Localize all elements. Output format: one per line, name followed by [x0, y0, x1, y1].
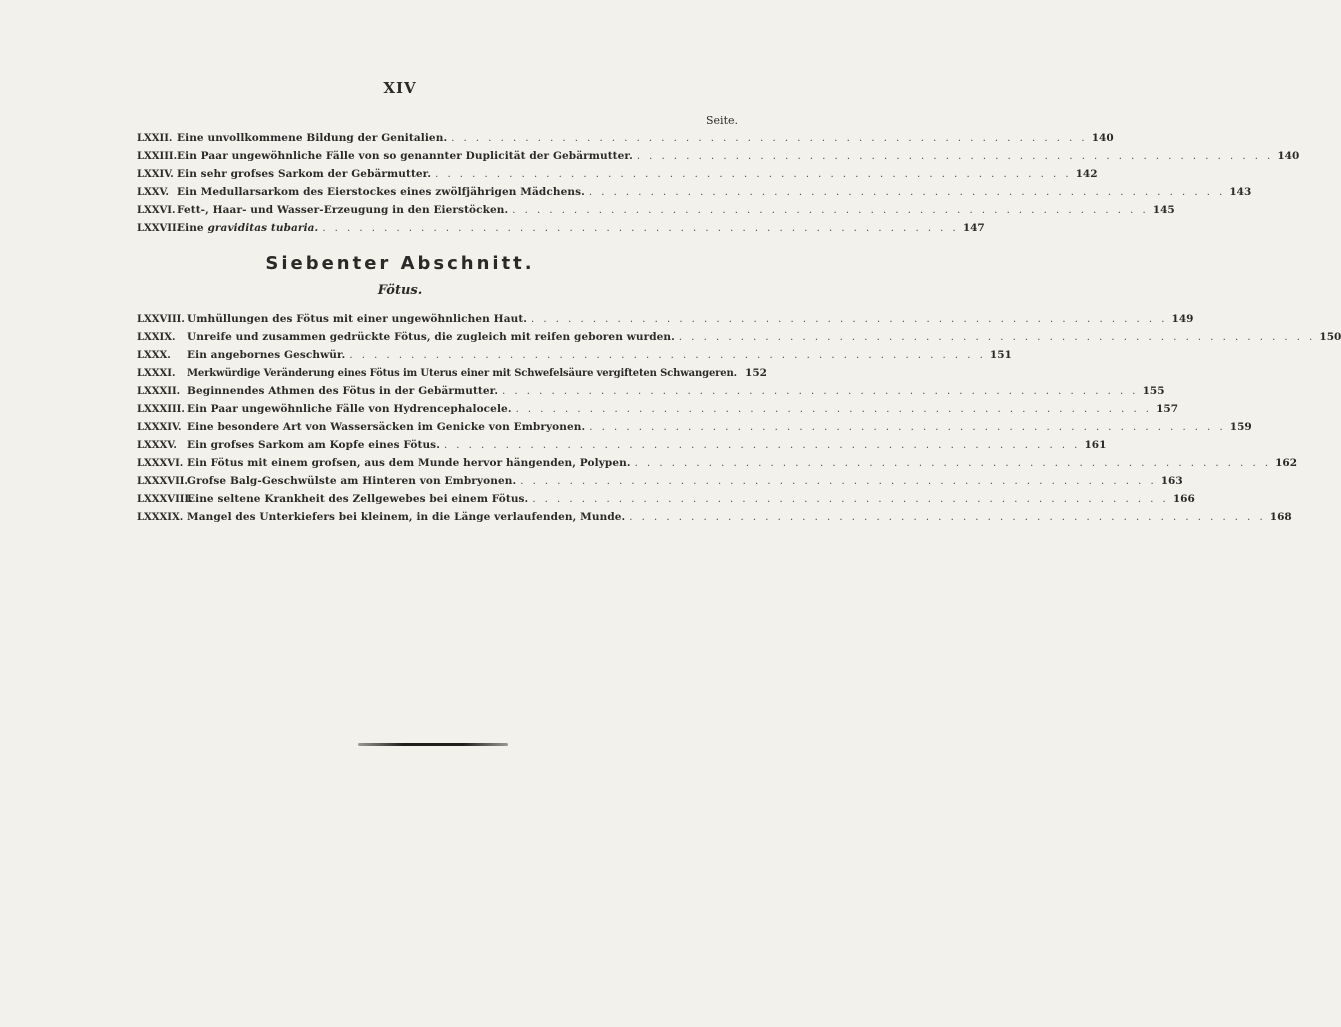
entry-number: LXXXVII. — [137, 476, 188, 487]
entry-number: LXXVI. — [137, 205, 176, 216]
leader-dots: . . . . . . . . . . . . . . . . . . . . . . . . . . . . . . . . . . . . . . . . . . . . . . . . . . . . — [588, 187, 1226, 198]
toc-entry — [137, 511, 1292, 529]
entry-title: Ein Paar ungewöhnliche Fälle von so genannter Duplicität der Gebärmutter. — [177, 150, 633, 162]
entry-title: Ein Medullarsarkom des Eierstockes eines zwölfjährigen Mädchens. — [177, 186, 585, 198]
entry-number: LXXIX. — [137, 332, 176, 343]
entry-page: 140 — [1091, 132, 1114, 144]
entry-page: 155 — [1142, 385, 1165, 397]
toc-entry — [137, 222, 985, 240]
toc-bottom — [137, 313, 1341, 529]
entry-page: 150 — [1319, 331, 1341, 343]
leader-dots: . . . . . . . . . . . . . . . . . . . . . . . . . . . . . . . . . . . . . . . . . . . . . . . . . . . . — [502, 386, 1139, 397]
entry-page: 168 — [1269, 511, 1292, 523]
entry-title: Ein sehr grofses Sarkom der Gebärmutter. — [177, 168, 432, 180]
entry-number: LXXXIII. — [137, 404, 185, 415]
leader-dots: . . . . . . . . . . . . . . . . . . . . . . . . . . . . . . . . . . . . . . . . . . . . . . . . . . . . — [512, 205, 1149, 216]
leader-dots: . . . . . . . . . . . . . . . . . . . . . . . . . . . . . . . . . . . . . . . . . . . . . . . . . . . . — [520, 476, 1157, 487]
entry-title: Fett-, Haar- und Wasser-Erzeugung in den Eierstöcken. — [177, 204, 509, 216]
toc-top — [137, 132, 1300, 240]
leader-dots: . . . . . . . . . . . . . . . . . . . . . . . . . . . . . . . . . . . . . . . . . . . . . . . . . . . . — [451, 133, 1088, 144]
leader-dots: . . . . . . . . . . . . . . . . . . . . . . . . . . . . . . . . . . . . . . . . . . . . . . . . . . . . — [532, 494, 1169, 505]
section-heading: Siebenter Abschnitt. — [265, 253, 535, 274]
entry-page: 161 — [1084, 439, 1107, 451]
entry-page: 162 — [1275, 457, 1298, 469]
entry-page: 151 — [989, 349, 1012, 361]
entry-title: Beginnendes Athmen des Fötus in der Gebärmutter. — [187, 385, 499, 397]
entry-number: LXXX. — [137, 350, 171, 361]
entry-page: 140 — [1277, 150, 1300, 162]
toc-entry — [137, 132, 1114, 150]
toc-entry — [137, 367, 767, 385]
entry-number: LXXV. — [137, 187, 170, 198]
entry-page: 145 — [1152, 204, 1175, 216]
entry-number: LXXIII. — [137, 151, 178, 162]
entry-page: 159 — [1229, 421, 1252, 433]
toc-entry — [137, 457, 1298, 475]
entry-page: 143 — [1229, 186, 1252, 198]
toc-entry — [137, 421, 1252, 439]
entry-number: LXXII. — [137, 133, 173, 144]
end-rule — [358, 743, 508, 746]
toc-entry — [137, 150, 1300, 168]
entry-number: LXXVIII. — [137, 314, 185, 325]
toc-entry — [137, 475, 1183, 493]
entry-title: Ein Paar ungewöhnliche Fälle von Hydrencephalocele. — [187, 403, 512, 415]
entry-number: LXXXV. — [137, 440, 177, 451]
leader-dots: . . . . . . . . . . . . . . . . . . . . . . . . . . . . . . . . . . . . . . . . . . . . . . . . . . . . — [443, 440, 1081, 451]
entry-title: Eine besondere Art von Wassersäcken im Genicke von Embryonen. — [187, 421, 586, 433]
toc-entry — [137, 313, 1194, 331]
entry-page: 163 — [1160, 475, 1183, 487]
entry-page: 157 — [1156, 403, 1178, 415]
toc-entry — [137, 385, 1165, 403]
leader-dots: . . . . . . . . . . . . . . . . . . . . . . . . . . . . . . . . . . . . . . . . . . . . . . . . . . . . — [322, 223, 959, 234]
leader-dots: . . . . . . . . . . . . . . . . . . . . . . . . . . . . . . . . . . . . . . . . . . . . . . . . . . . . — [515, 404, 1152, 415]
toc-entry — [137, 403, 1178, 421]
entry-title-prefix: Eine — [177, 222, 204, 234]
entry-title: Mangel des Unterkiefers bei kleinem, in die Länge verlaufenden, Munde. — [187, 511, 626, 523]
leader-dots: . . . . . . . . . . . . . . . . . . . . . . . . . . . . . . . . . . . . . . . . . . . . . . . . . . . . — [531, 314, 1168, 325]
leader-dots: . . . . . . . . . . . . . . . . . . . . . . . . . . . . . . . . . . . . . . . . . . . . . . . . . . . . — [634, 458, 1272, 469]
page-number: XIV — [383, 79, 417, 97]
entry-page: 166 — [1172, 493, 1195, 505]
entry-number: LXXVII. — [137, 223, 181, 234]
entry-title: Grofse Balg-Geschwülste am Hinteren von Embryonen. — [187, 475, 517, 487]
entry-title: Merkwürdige Veränderung eines Fötus im Uterus einer mit Schwefelsäure vergifteten Schwangeren. — [187, 368, 737, 379]
toc-entry — [137, 331, 1341, 349]
toc-entry — [137, 493, 1195, 511]
entry-title — [173, 222, 318, 234]
entry-title: Ein Fötus mit einem grofsen, aus dem Munde hervor hängenden, Polypen. — [187, 457, 631, 469]
entry-page: 147 — [962, 222, 985, 234]
entry-title: Eine seltene Krankheit des Zellgewebes bei einem Fötus. — [187, 493, 529, 505]
leader-dots: . . . . . . . . . . . . . . . . . . . . . . . . . . . . . . . . . . . . . . . . . . . . . . . . . . . . — [349, 350, 986, 361]
leader-dots: . . . . . . . . . . . . . . . . . . . . . . . . . . . . . . . . . . . . . . . . . . . . . . . . . . . . — [678, 332, 1316, 343]
entry-number: LXXXIV. — [137, 422, 182, 433]
entry-page: 152 — [745, 367, 767, 379]
entry-number: LXXIV. — [137, 169, 174, 180]
toc-entry — [137, 186, 1252, 204]
toc-entry — [137, 168, 1098, 186]
leader-dots: . . . . . . . . . . . . . . . . . . . . . . . . . . . . . . . . . . . . . . . . . . . . . . . . . . . . — [435, 169, 1072, 180]
page-column-label: Seite. — [706, 114, 738, 127]
entry-page: 149 — [1171, 313, 1194, 325]
entry-number: LXXXI. — [137, 368, 176, 379]
toc-entry — [137, 204, 1175, 222]
entry-number: LXXXIX. — [137, 512, 184, 523]
entry-title: Umhüllungen des Fötus mit einer ungewöhnlichen Haut. — [187, 313, 528, 325]
entry-title: Unreife und zusammen gedrückte Fötus, die zugleich mit reifen geboren wurden. — [187, 331, 675, 343]
entry-number: LXXXII. — [137, 386, 181, 397]
entry-page: 142 — [1075, 168, 1098, 180]
entry-number: LXXXVIII. — [137, 494, 193, 505]
entry-title-italic: graviditas tubaria. — [207, 222, 319, 234]
toc-entry — [137, 439, 1107, 457]
toc-entry — [137, 349, 1012, 367]
entry-number: LXXXVI. — [137, 458, 184, 469]
entry-title: Ein grofses Sarkom am Kopfe eines Fötus. — [187, 439, 440, 451]
section-subheading: Fötus. — [377, 283, 423, 298]
entry-title: Ein angebornes Geschwür. — [187, 349, 346, 361]
entry-title: Eine unvollkommene Bildung der Genitalien. — [177, 132, 448, 144]
leader-dots: . . . . . . . . . . . . . . . . . . . . . . . . . . . . . . . . . . . . . . . . . . . . . . . . . . . . — [629, 512, 1266, 523]
leader-dots: . . . . . . . . . . . . . . . . . . . . . . . . . . . . . . . . . . . . . . . . . . . . . . . . . . . . — [589, 422, 1226, 433]
leader-dots: . . . . . . . . . . . . . . . . . . . . . . . . . . . . . . . . . . . . . . . . . . . . . . . . . . . . — [636, 151, 1274, 162]
